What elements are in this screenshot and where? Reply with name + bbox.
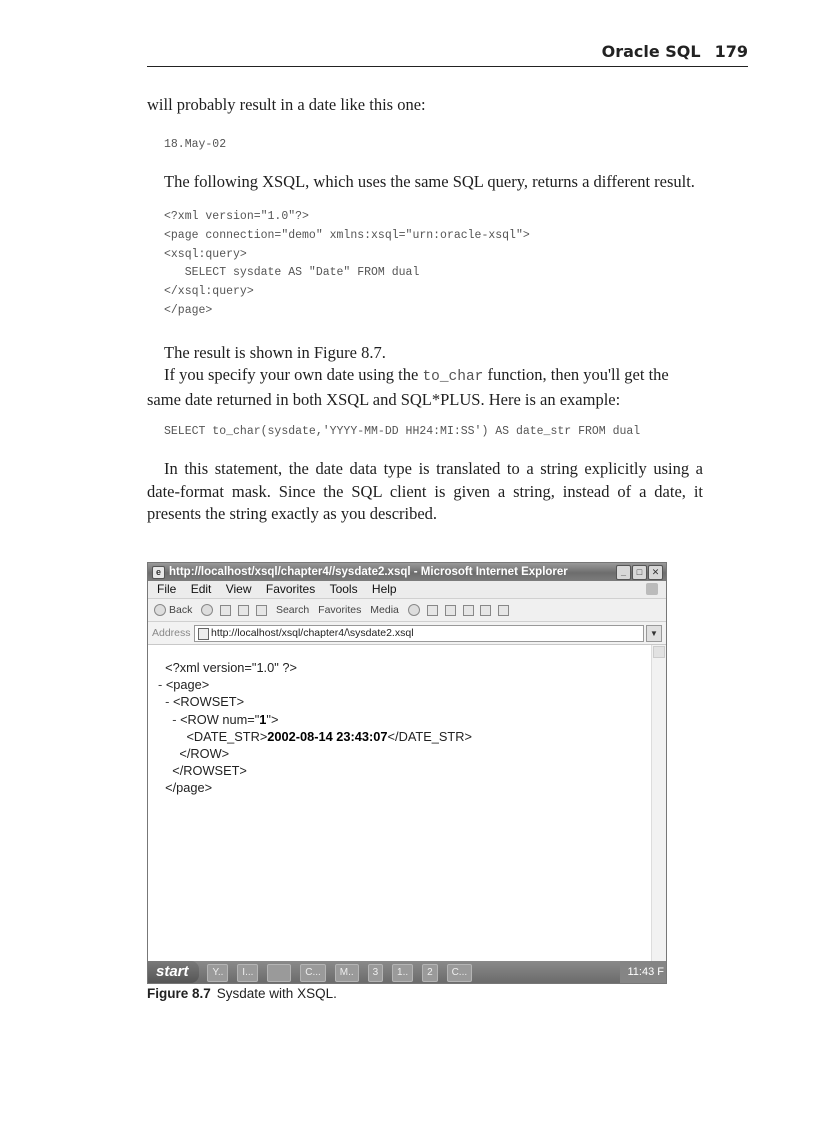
paragraph-1: will probably result in a date like this one: bbox=[147, 95, 426, 114]
address-input[interactable] bbox=[194, 625, 644, 642]
refresh-icon[interactable] bbox=[238, 605, 249, 616]
xml-declaration: <?xml version="1.0" ?> bbox=[165, 660, 297, 675]
paragraph-4-before: If you specify your own date using the bbox=[164, 365, 423, 384]
paragraph-5: In this statement, the date data type is translated to a string explicitly using a date-format mask. Since the SQL client is given a string, instead of a date, it presents the string exactly as you described. bbox=[147, 459, 703, 523]
discuss-icon[interactable] bbox=[480, 605, 491, 616]
xml-date-str: <DATE_STR>2002-08-14 23:43:07</DATE_STR> bbox=[186, 728, 472, 744]
minimize-icon[interactable]: _ bbox=[616, 565, 631, 580]
ie-icon: e bbox=[152, 566, 165, 579]
scroll-up-icon[interactable] bbox=[653, 646, 665, 658]
browser-screenshot-figure bbox=[147, 562, 667, 984]
menu-view[interactable]: View bbox=[225, 582, 252, 596]
start-button[interactable]: start bbox=[148, 961, 199, 983]
menu-edit[interactable]: Edit bbox=[190, 582, 212, 596]
system-tray-clock: 11:43 F bbox=[620, 961, 667, 983]
page-number: 179 bbox=[714, 42, 748, 61]
favorites-button[interactable]: Favorites bbox=[318, 604, 362, 616]
xml-page-close: </page> bbox=[165, 780, 213, 796]
xml-content-area bbox=[148, 645, 666, 961]
figure-caption-text: Sysdate with XSQL. bbox=[216, 986, 337, 1001]
menu-file[interactable]: File bbox=[157, 582, 177, 596]
taskbar-item[interactable]: 3 bbox=[368, 964, 384, 982]
paragraph-4 bbox=[147, 364, 703, 411]
window-title: http://localhost/xsql/chapter4//sysdate2.xsql - Microsoft Internet Explorer bbox=[169, 566, 568, 578]
browser-toolbar bbox=[148, 599, 666, 622]
vertical-scrollbar[interactable] bbox=[651, 645, 666, 961]
back-button[interactable]: Back bbox=[169, 604, 193, 616]
figure-caption bbox=[147, 986, 337, 1001]
code-block-to-char: SELECT to_char(sysdate,'YYYY-MM-DD HH24:MI:SS') AS date_str FROM dual bbox=[164, 425, 641, 438]
address-label: Address bbox=[152, 627, 191, 639]
search-button[interactable]: Search bbox=[275, 604, 310, 616]
back-arrow-icon[interactable] bbox=[154, 604, 166, 616]
taskbar-item[interactable]: Y.. bbox=[207, 964, 228, 982]
messenger-icon[interactable] bbox=[498, 605, 509, 616]
taskbar-item[interactable]: I... bbox=[237, 964, 258, 982]
taskbar-item[interactable]: M.. bbox=[335, 964, 359, 982]
menu-favorites[interactable]: Favorites bbox=[265, 582, 316, 596]
window-controls bbox=[616, 565, 663, 580]
print-icon[interactable] bbox=[445, 605, 456, 616]
windows-flag-icon bbox=[646, 583, 658, 595]
maximize-icon[interactable]: □ bbox=[632, 565, 647, 580]
inline-code-to-char: to_char bbox=[422, 369, 484, 385]
taskbar-item[interactable]: 2 bbox=[422, 964, 438, 982]
menu-bar bbox=[148, 581, 666, 599]
address-url: http://localhost/xsql/chapter4/\sysdate2.xsql bbox=[211, 627, 414, 639]
page-icon bbox=[198, 628, 209, 640]
xml-page-open[interactable]: - <page> bbox=[158, 677, 210, 693]
mail-icon[interactable] bbox=[427, 605, 438, 616]
xml-row-open[interactable]: - <ROW num="1"> bbox=[172, 711, 279, 727]
history-icon[interactable] bbox=[408, 604, 420, 616]
edit-icon[interactable] bbox=[463, 605, 474, 616]
code-block-xsql: <?xml version="1.0"?> <page connection="demo" xmlns:xsql="urn:oracle-xsql"> <xsql:query> SELECT sysdate AS "Date" FROM dual </xsql:query> </page> bbox=[164, 210, 530, 317]
home-icon[interactable] bbox=[256, 605, 267, 616]
xml-rowset-close: </ROWSET> bbox=[172, 763, 247, 779]
menu-help[interactable]: Help bbox=[371, 582, 397, 596]
media-button[interactable]: Media bbox=[370, 604, 399, 616]
taskbar-item[interactable]: 1.. bbox=[392, 964, 413, 982]
taskbar-item[interactable]: C... bbox=[447, 964, 473, 982]
figure-label: Figure 8.7 bbox=[147, 986, 211, 1001]
code-block-date: 18.May-02 bbox=[164, 138, 227, 151]
taskbar-item[interactable] bbox=[267, 964, 291, 982]
running-head bbox=[602, 42, 748, 61]
running-head-title: Oracle SQL bbox=[601, 42, 701, 61]
forward-arrow-icon[interactable] bbox=[201, 604, 213, 616]
paragraph-2: The following XSQL, which uses the same SQL query, returns a different result. bbox=[164, 172, 695, 191]
window-titlebar bbox=[148, 563, 666, 581]
paragraph-3: The result is shown in Figure 8.7. bbox=[164, 343, 386, 362]
menu-tools[interactable]: Tools bbox=[329, 582, 358, 596]
xml-tree bbox=[158, 659, 472, 797]
paragraph-4-after: function, then you'll get the same date returned in both XSQL and SQL*PLUS. Here is an example: bbox=[147, 365, 669, 409]
xml-rowset-open[interactable]: - <ROWSET> bbox=[165, 694, 245, 710]
taskbar-item[interactable]: C... bbox=[300, 964, 326, 982]
close-icon[interactable]: ✕ bbox=[648, 565, 663, 580]
address-bar bbox=[148, 622, 666, 645]
stop-icon[interactable] bbox=[220, 605, 231, 616]
windows-taskbar bbox=[148, 961, 666, 983]
address-dropdown-icon[interactable]: ▼ bbox=[646, 625, 662, 642]
page-header bbox=[147, 40, 748, 67]
xml-row-close: </ROW> bbox=[179, 746, 230, 762]
